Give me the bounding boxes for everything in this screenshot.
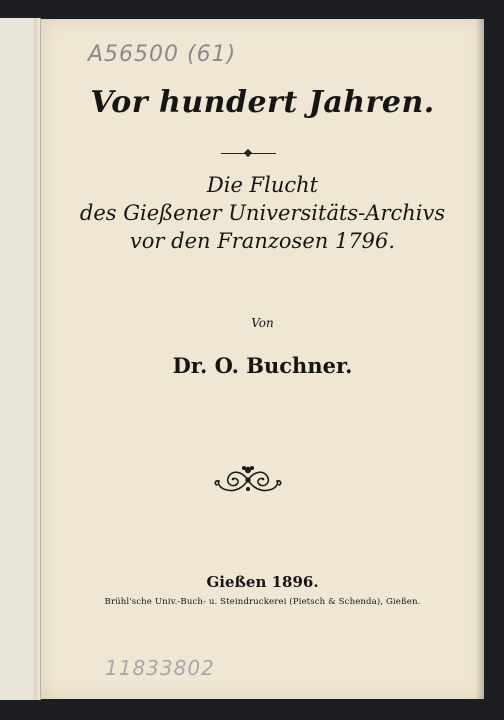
subtitle-line-3: vor den Franzosen 1796.	[129, 229, 396, 253]
title-page	[41, 19, 484, 699]
pencil-shelfmark: A56500 (61)	[88, 42, 237, 67]
page-title: Vor hundert Jahren.	[90, 85, 435, 120]
floral-ornament-icon	[213, 462, 283, 498]
divider-dot	[244, 149, 252, 157]
subtitle-line-1: Die Flucht	[206, 173, 319, 197]
pencil-inventory-number: 11833802	[105, 656, 215, 680]
subtitle-line-2: des Gießener Universitäts-Archivs	[79, 201, 446, 225]
imprint-place-year: Gießen 1896.	[206, 573, 319, 591]
author-name: Dr. O. Buchner.	[172, 353, 353, 378]
facing-page-edge	[34, 18, 40, 700]
imprint-printer: Brühl'sche Univ.-Buch- u. Steindruckerei (Pietsch & Schenda), Gießen.	[104, 597, 421, 607]
byline-von: Von	[251, 316, 274, 330]
